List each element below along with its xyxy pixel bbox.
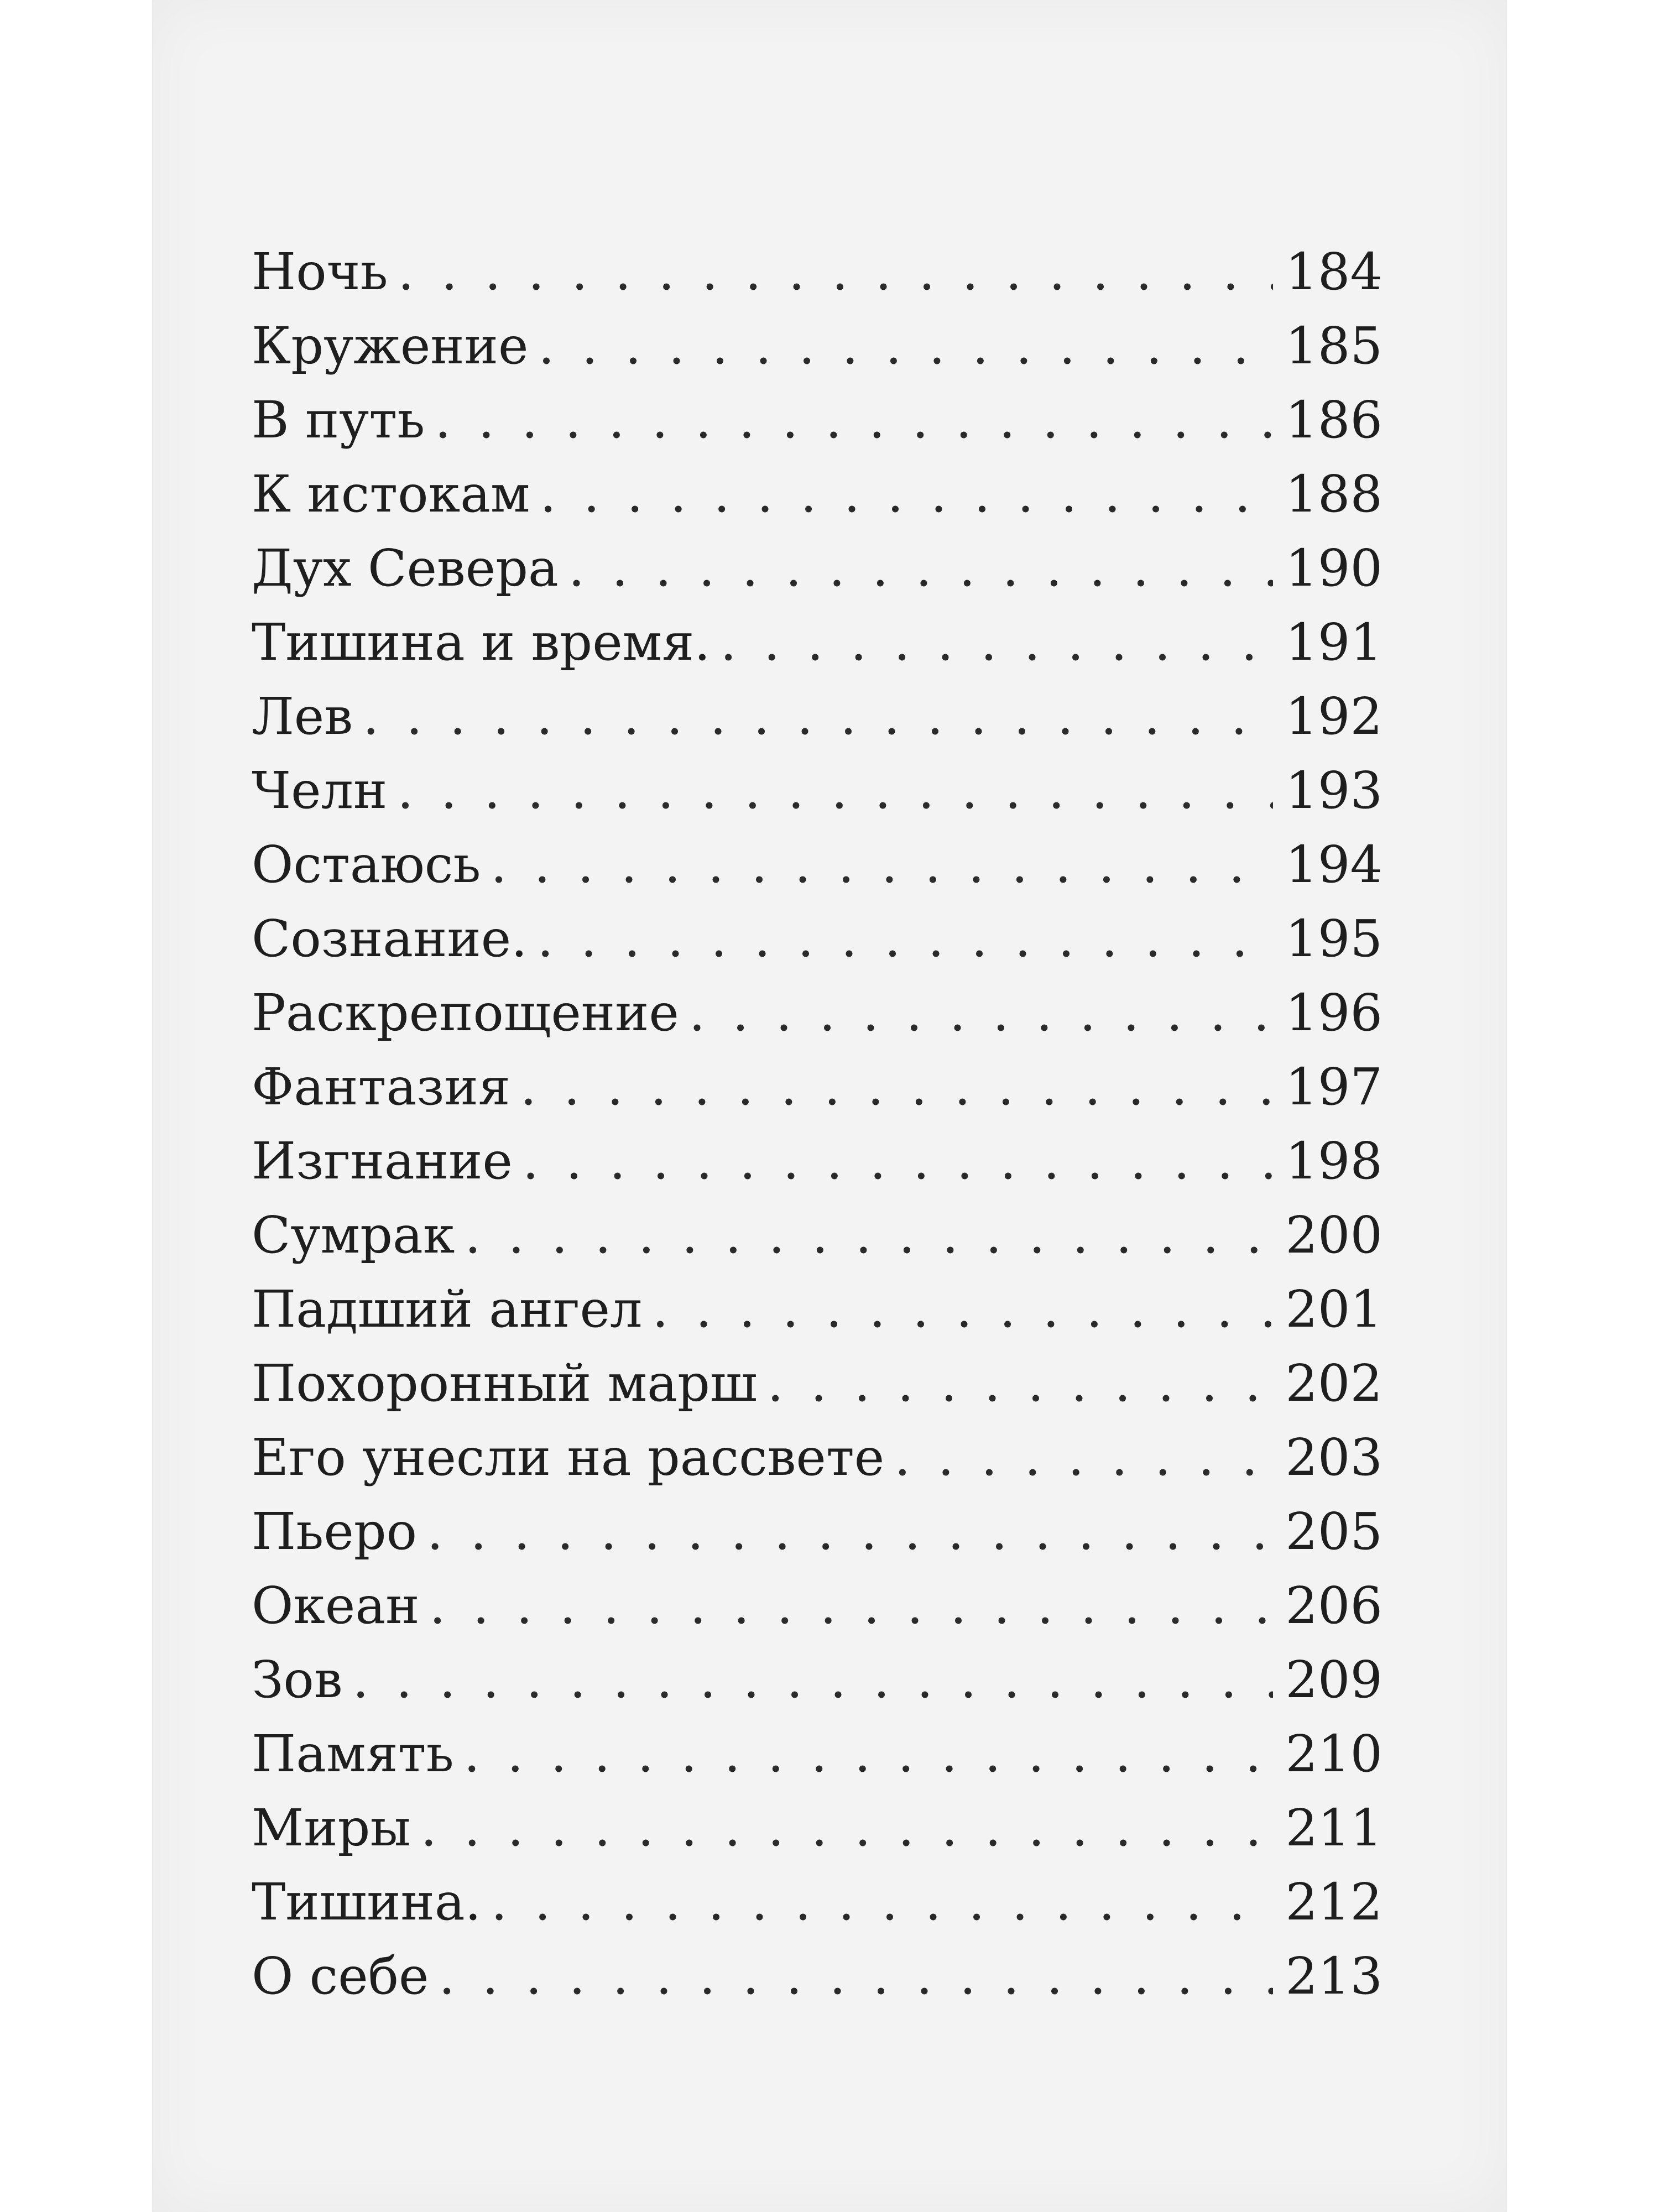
- toc-entry-title: Его унесли на рассвете: [252, 1428, 885, 1487]
- dot-leader: [520, 1050, 1273, 1124]
- toc-entry-page: 212: [1285, 1872, 1383, 1932]
- toc-entry-title: Кружение: [252, 316, 529, 375]
- dot-leader: [439, 1939, 1273, 2013]
- toc-entry-page: 190: [1285, 539, 1383, 598]
- toc-entry: [252, 1717, 1383, 1791]
- toc-entry-title: Падший ангел: [252, 1280, 643, 1339]
- toc-entry-title: Тишина.: [252, 1872, 481, 1932]
- dot-leader: [894, 1421, 1273, 1495]
- toc-entry-title: Ночь: [252, 242, 388, 301]
- toc-entry-title: Челн: [252, 761, 388, 820]
- dot-leader: [421, 1791, 1273, 1865]
- dot-leader: [720, 606, 1273, 680]
- dot-leader: [427, 1495, 1273, 1569]
- toc-entry: [252, 1791, 1383, 1865]
- toc-entry-page: 185: [1285, 316, 1383, 375]
- toc-entry-page: 186: [1285, 390, 1383, 450]
- toc-entry: [252, 1495, 1383, 1569]
- toc-entry-page: 197: [1285, 1057, 1383, 1117]
- toc-entry-page: 188: [1285, 465, 1383, 524]
- dot-leader: [689, 976, 1273, 1050]
- toc-entry: [252, 1421, 1383, 1495]
- toc-entry: [252, 606, 1383, 680]
- dot-leader: [652, 1272, 1273, 1347]
- dot-leader: [523, 1124, 1273, 1198]
- toc-entry-page: 196: [1285, 983, 1383, 1042]
- dot-leader: [464, 1717, 1273, 1791]
- toc-entry-page: 200: [1285, 1206, 1383, 1265]
- dot-leader: [540, 457, 1273, 531]
- toc-entry-page: 202: [1285, 1354, 1383, 1413]
- dot-leader: [363, 680, 1273, 754]
- dot-leader: [568, 531, 1273, 606]
- toc-entry-page: 192: [1285, 687, 1383, 746]
- table-of-contents: [252, 235, 1383, 2013]
- toc-entry: [252, 457, 1383, 531]
- dot-leader: [537, 902, 1273, 976]
- toc-entry-page: 210: [1285, 1724, 1383, 1783]
- toc-entry: [252, 828, 1383, 902]
- dot-leader: [491, 828, 1273, 902]
- toc-entry-title: Миры: [252, 1798, 411, 1858]
- dot-leader: [397, 754, 1273, 828]
- toc-entry: [252, 1939, 1383, 2013]
- toc-entry-page: 193: [1285, 761, 1383, 820]
- toc-entry-page: 191: [1285, 613, 1383, 672]
- toc-entry: [252, 754, 1383, 828]
- dot-leader: [538, 309, 1273, 383]
- toc-entry-title: Сумрак: [252, 1206, 455, 1265]
- toc-entry-title: Сознание.: [252, 909, 528, 968]
- toc-entry-page: 184: [1285, 242, 1383, 301]
- toc-entry-title: Лев: [252, 687, 353, 746]
- toc-entry: [252, 383, 1383, 457]
- toc-entry-title: Дух Севера: [252, 539, 559, 598]
- dot-leader: [353, 1643, 1273, 1717]
- dot-leader: [398, 235, 1273, 309]
- dot-leader: [430, 1569, 1273, 1643]
- toc-entry-title: Пьеро: [252, 1502, 418, 1561]
- toc-entry-page: 201: [1285, 1280, 1383, 1339]
- dot-leader: [767, 1347, 1273, 1421]
- toc-entry-title: К истокам: [252, 465, 530, 524]
- toc-entry-title: Фантазия: [252, 1057, 510, 1117]
- toc-entry-page: 211: [1285, 1798, 1383, 1858]
- toc-entry: [252, 1198, 1383, 1272]
- toc-entry-title: Остаюсь: [252, 835, 481, 894]
- toc-entry: [252, 531, 1383, 606]
- toc-entry-page: 206: [1285, 1576, 1383, 1635]
- toc-entry-page: 203: [1285, 1428, 1383, 1487]
- toc-entry-page: 213: [1285, 1947, 1383, 2006]
- dot-leader: [465, 1198, 1273, 1272]
- toc-entry: [252, 1643, 1383, 1717]
- toc-entry: [252, 1124, 1383, 1198]
- dot-leader: [435, 383, 1273, 457]
- toc-entry: [252, 1347, 1383, 1421]
- toc-entry-title: В путь: [252, 390, 425, 450]
- toc-entry-title: О себе: [252, 1947, 429, 2006]
- toc-entry: [252, 1050, 1383, 1124]
- toc-entry-title: Зов: [252, 1650, 343, 1709]
- toc-entry-page: 205: [1285, 1502, 1383, 1561]
- toc-entry: [252, 902, 1383, 976]
- toc-entry: [252, 1865, 1383, 1939]
- toc-entry-title: Раскрепощение: [252, 983, 679, 1042]
- toc-entry-title: Океан: [252, 1576, 420, 1635]
- toc-entry-title: Изгнание: [252, 1131, 513, 1191]
- toc-entry: [252, 680, 1383, 754]
- toc-entry: [252, 1272, 1383, 1347]
- toc-entry-title: Память: [252, 1724, 454, 1783]
- toc-entry-page: 209: [1285, 1650, 1383, 1709]
- dot-leader: [491, 1865, 1273, 1939]
- toc-entry-title: Похоронный марш: [252, 1354, 758, 1413]
- toc-entry-title: Тишина и время.: [252, 613, 711, 672]
- toc-entry-page: 195: [1285, 909, 1383, 968]
- toc-entry: [252, 309, 1383, 383]
- toc-entry: [252, 235, 1383, 309]
- toc-entry-page: 198: [1285, 1131, 1383, 1191]
- toc-entry: [252, 1569, 1383, 1643]
- toc-entry-page: 194: [1285, 835, 1383, 894]
- toc-entry: [252, 976, 1383, 1050]
